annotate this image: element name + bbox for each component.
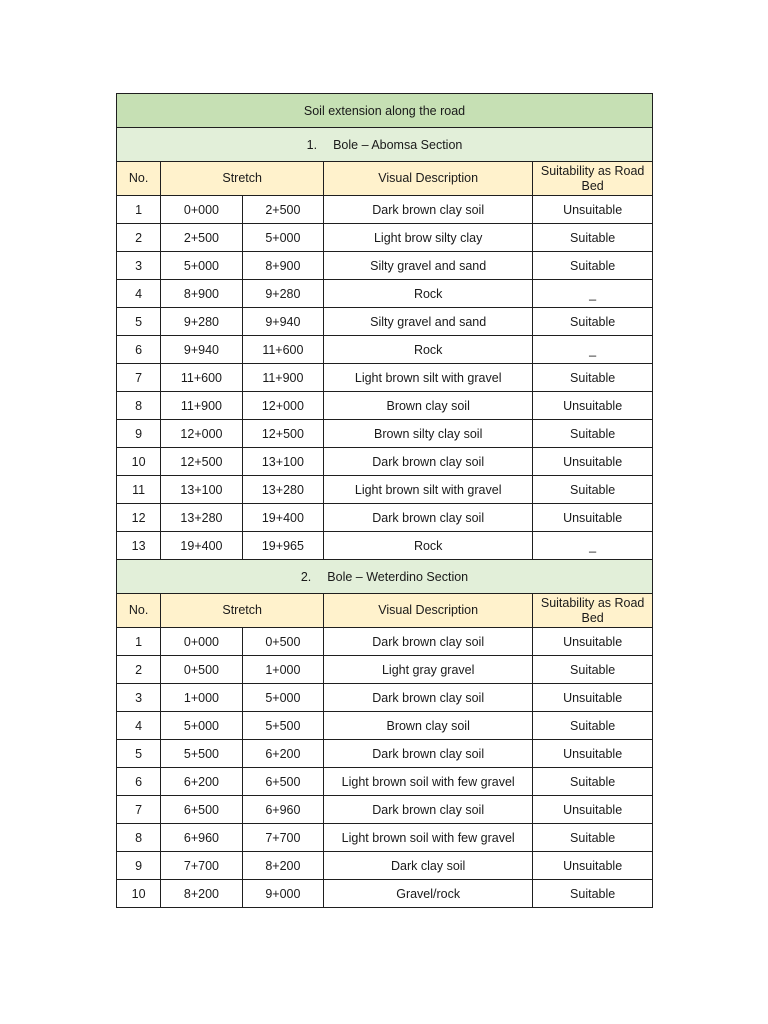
header-stretch: Stretch — [161, 594, 324, 628]
suitability: Unsuitable — [533, 684, 653, 712]
suitability: Unsuitable — [533, 796, 653, 824]
row-number: 12 — [117, 504, 161, 532]
suitability: Suitable — [533, 824, 653, 852]
row-number: 8 — [117, 392, 161, 420]
table-row — [117, 684, 653, 712]
table-row — [117, 532, 653, 560]
stretch-from: 12+000 — [161, 420, 242, 448]
stretch-to: 5+500 — [242, 712, 323, 740]
stretch-to: 11+900 — [242, 364, 323, 392]
row-number: 2 — [117, 224, 161, 252]
stretch-to: 6+500 — [242, 768, 323, 796]
row-number: 7 — [117, 796, 161, 824]
suitability: Suitable — [533, 476, 653, 504]
suitability: _ — [533, 532, 653, 560]
row-number: 6 — [117, 768, 161, 796]
stretch-to: 5+000 — [242, 224, 323, 252]
section-row — [117, 128, 653, 162]
stretch-from: 13+100 — [161, 476, 242, 504]
row-number: 1 — [117, 196, 161, 224]
soil-extension-table — [116, 93, 653, 908]
stretch-from: 8+900 — [161, 280, 242, 308]
header-no: No. — [117, 162, 161, 196]
stretch-from: 6+200 — [161, 768, 242, 796]
table-row — [117, 712, 653, 740]
table-row — [117, 196, 653, 224]
suitability: Suitable — [533, 656, 653, 684]
section-number: 1. — [306, 137, 318, 152]
table-row — [117, 656, 653, 684]
header-suitability: Suitability as Road Bed — [533, 594, 653, 628]
visual-description: Brown clay soil — [324, 712, 533, 740]
row-number: 9 — [117, 852, 161, 880]
stretch-to: 13+100 — [242, 448, 323, 476]
header-no: No. — [117, 594, 161, 628]
suitability: Suitable — [533, 768, 653, 796]
row-number: 5 — [117, 308, 161, 336]
stretch-to: 1+000 — [242, 656, 323, 684]
stretch-from: 6+960 — [161, 824, 242, 852]
row-number: 7 — [117, 364, 161, 392]
table-row — [117, 420, 653, 448]
suitability: Suitable — [533, 224, 653, 252]
suitability: Unsuitable — [533, 504, 653, 532]
row-number: 4 — [117, 712, 161, 740]
table-row — [117, 308, 653, 336]
stretch-from: 13+280 — [161, 504, 242, 532]
stretch-from: 1+000 — [161, 684, 242, 712]
stretch-to: 6+960 — [242, 796, 323, 824]
visual-description: Brown clay soil — [324, 392, 533, 420]
table-row — [117, 768, 653, 796]
section-name: Bole – Weterdino Section — [327, 569, 469, 584]
section-name: Bole – Abomsa Section — [333, 137, 463, 152]
table-row — [117, 392, 653, 420]
header-row — [117, 162, 653, 196]
stretch-from: 0+000 — [161, 628, 242, 656]
stretch-from: 9+280 — [161, 308, 242, 336]
stretch-to: 12+500 — [242, 420, 323, 448]
stretch-from: 12+500 — [161, 448, 242, 476]
suitability: Unsuitable — [533, 448, 653, 476]
table-row — [117, 824, 653, 852]
stretch-to: 9+940 — [242, 308, 323, 336]
row-number: 4 — [117, 280, 161, 308]
row-number: 6 — [117, 336, 161, 364]
visual-description: Light brow silty clay — [324, 224, 533, 252]
visual-description: Rock — [324, 336, 533, 364]
stretch-to: 2+500 — [242, 196, 323, 224]
table-row — [117, 796, 653, 824]
stretch-to: 8+900 — [242, 252, 323, 280]
table-row — [117, 252, 653, 280]
stretch-from: 9+940 — [161, 336, 242, 364]
header-suitability: Suitability as Road Bed — [533, 162, 653, 196]
row-number: 3 — [117, 252, 161, 280]
visual-description: Light brown soil with few gravel — [324, 768, 533, 796]
stretch-to: 9+000 — [242, 880, 323, 908]
visual-description: Dark brown clay soil — [324, 504, 533, 532]
table-body — [117, 94, 653, 908]
table-row — [117, 280, 653, 308]
table-row — [117, 336, 653, 364]
stretch-to: 8+200 — [242, 852, 323, 880]
header-description: Visual Description — [324, 594, 533, 628]
table-row — [117, 628, 653, 656]
visual-description: Rock — [324, 280, 533, 308]
stretch-from: 0+000 — [161, 196, 242, 224]
stretch-from: 2+500 — [161, 224, 242, 252]
table-row — [117, 880, 653, 908]
header-stretch: Stretch — [161, 162, 324, 196]
visual-description: Gravel/rock — [324, 880, 533, 908]
section-title — [117, 560, 653, 594]
stretch-to: 19+400 — [242, 504, 323, 532]
visual-description: Dark brown clay soil — [324, 796, 533, 824]
table-row — [117, 224, 653, 252]
visual-description: Dark brown clay soil — [324, 684, 533, 712]
stretch-from: 5+500 — [161, 740, 242, 768]
row-number: 10 — [117, 880, 161, 908]
table-title: Soil extension along the road — [117, 94, 653, 128]
visual-description: Brown silty clay soil — [324, 420, 533, 448]
stretch-from: 5+000 — [161, 712, 242, 740]
suitability: Suitable — [533, 252, 653, 280]
stretch-to: 7+700 — [242, 824, 323, 852]
suitability: Unsuitable — [533, 196, 653, 224]
header-row — [117, 594, 653, 628]
stretch-to: 19+965 — [242, 532, 323, 560]
visual-description: Dark clay soil — [324, 852, 533, 880]
table-row — [117, 364, 653, 392]
suitability: Unsuitable — [533, 740, 653, 768]
table-row — [117, 504, 653, 532]
suitability: Unsuitable — [533, 628, 653, 656]
stretch-from: 8+200 — [161, 880, 242, 908]
suitability: _ — [533, 280, 653, 308]
row-number: 13 — [117, 532, 161, 560]
suitability: Suitable — [533, 880, 653, 908]
row-number: 11 — [117, 476, 161, 504]
stretch-to: 11+600 — [242, 336, 323, 364]
visual-description: Silty gravel and sand — [324, 308, 533, 336]
suitability: Suitable — [533, 364, 653, 392]
suitability: Unsuitable — [533, 852, 653, 880]
suitability: Suitable — [533, 712, 653, 740]
suitability: Suitable — [533, 308, 653, 336]
table-row — [117, 476, 653, 504]
visual-description: Dark brown clay soil — [324, 196, 533, 224]
row-number: 10 — [117, 448, 161, 476]
stretch-to: 6+200 — [242, 740, 323, 768]
row-number: 2 — [117, 656, 161, 684]
row-number: 9 — [117, 420, 161, 448]
stretch-to: 9+280 — [242, 280, 323, 308]
visual-description: Dark brown clay soil — [324, 740, 533, 768]
table-row — [117, 852, 653, 880]
stretch-from: 7+700 — [161, 852, 242, 880]
stretch-to: 13+280 — [242, 476, 323, 504]
row-number: 8 — [117, 824, 161, 852]
stretch-to: 5+000 — [242, 684, 323, 712]
header-description: Visual Description — [324, 162, 533, 196]
visual-description: Light brown silt with gravel — [324, 476, 533, 504]
visual-description: Dark brown clay soil — [324, 448, 533, 476]
section-title — [117, 128, 653, 162]
suitability: Suitable — [533, 420, 653, 448]
stretch-from: 19+400 — [161, 532, 242, 560]
stretch-from: 6+500 — [161, 796, 242, 824]
table-row — [117, 448, 653, 476]
suitability: _ — [533, 336, 653, 364]
stretch-from: 11+900 — [161, 392, 242, 420]
stretch-from: 11+600 — [161, 364, 242, 392]
stretch-from: 0+500 — [161, 656, 242, 684]
visual-description: Light brown silt with gravel — [324, 364, 533, 392]
row-number: 1 — [117, 628, 161, 656]
visual-description: Light gray gravel — [324, 656, 533, 684]
section-number: 2. — [300, 569, 312, 584]
visual-description: Rock — [324, 532, 533, 560]
stretch-to: 12+000 — [242, 392, 323, 420]
table-title-row — [117, 94, 653, 128]
stretch-to: 0+500 — [242, 628, 323, 656]
suitability: Unsuitable — [533, 392, 653, 420]
row-number: 3 — [117, 684, 161, 712]
section-row — [117, 560, 653, 594]
visual-description: Light brown soil with few gravel — [324, 824, 533, 852]
visual-description: Dark brown clay soil — [324, 628, 533, 656]
table-row — [117, 740, 653, 768]
row-number: 5 — [117, 740, 161, 768]
visual-description: Silty gravel and sand — [324, 252, 533, 280]
stretch-from: 5+000 — [161, 252, 242, 280]
